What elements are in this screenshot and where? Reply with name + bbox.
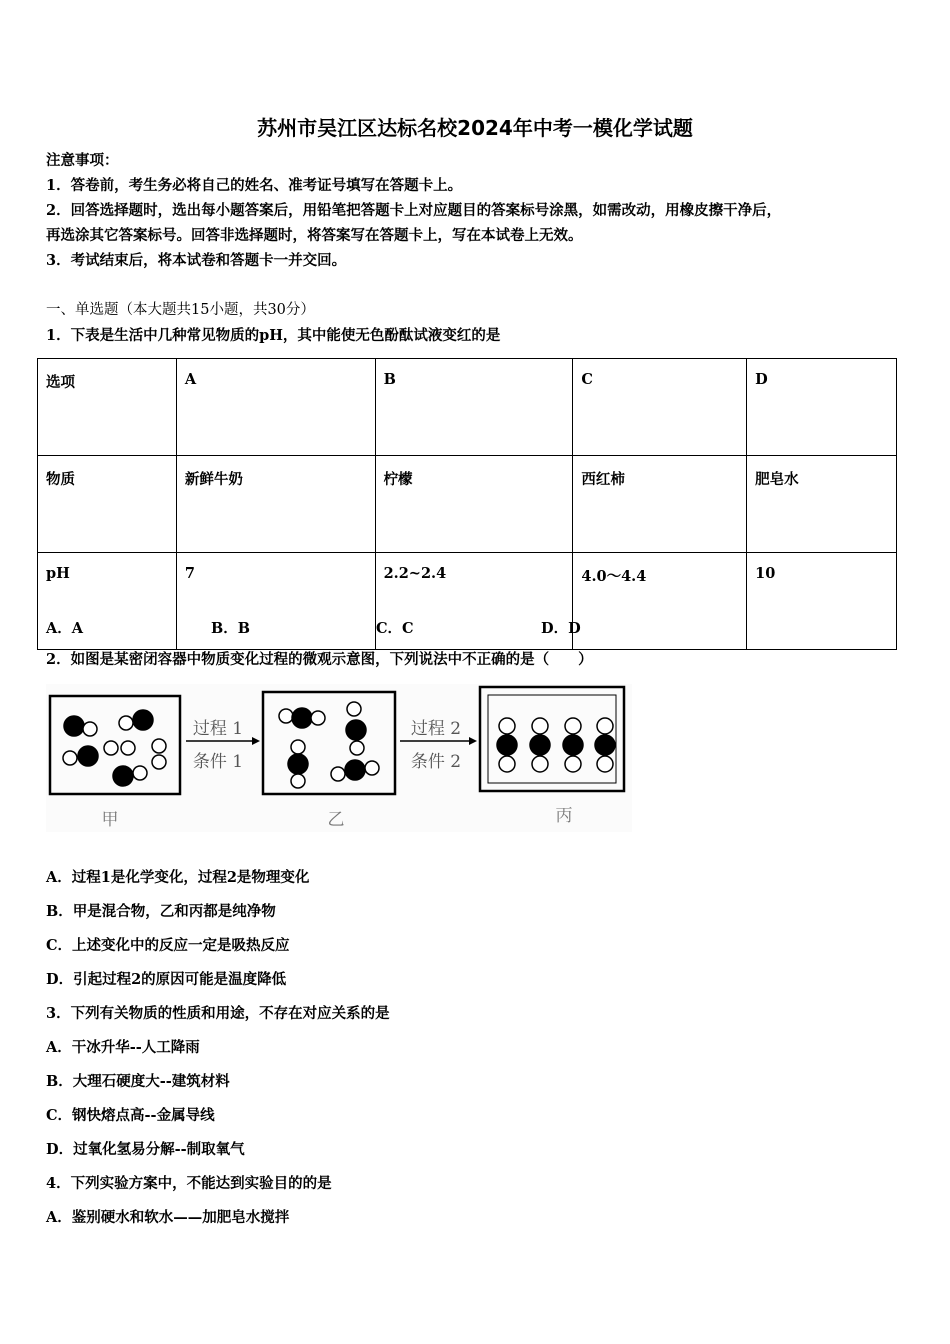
q3-option-d: D．过氧化氢易分解--制取氧气	[46, 1141, 245, 1158]
table-cell: 2.2~2.4	[375, 553, 573, 650]
table-cell: 4.0～4.4	[573, 553, 747, 650]
notice-item-3: 3．考试结束后，将本试卷和答题卡一并交回。	[46, 252, 347, 269]
table-cell: 柠檬	[375, 456, 573, 553]
table-cell: pH	[38, 553, 177, 650]
notice-item-1: 1．答卷前，考生务必将自己的姓名、准考证号填写在答题卡上。	[46, 177, 463, 194]
table-cell: 肥皂水	[747, 456, 897, 553]
molecule-diagram	[46, 684, 632, 832]
table-cell: 物质	[38, 456, 177, 553]
q3-option-b: B．大理石硬度大--建筑材料	[46, 1073, 230, 1090]
q1-option-b: B．B	[211, 620, 251, 637]
q3-stem: 3．下列有关物质的性质和用途，不存在对应关系的是	[46, 1005, 390, 1022]
table-cell: D	[747, 359, 897, 456]
process-1-label: 过程 1	[192, 719, 244, 739]
notice-heading: 注意事项：	[46, 152, 119, 169]
table-cell: C	[573, 359, 747, 456]
notice-item-2a: 2．回答选择题时，选出每小题答案后，用铅笔把答题卡上对应题目的答案标号涂黑，如需改动，用橡皮擦干净后，	[46, 202, 782, 219]
condition-1-label: 条件 1	[192, 752, 244, 772]
section-heading: 一、单选题（本大题共15小题，共30分）	[46, 302, 315, 318]
table-row	[38, 359, 897, 456]
process-2-label: 过程 2	[410, 719, 462, 739]
q1-option-a: A．A	[46, 620, 84, 637]
q2-stem: 2．如图是某密闭容器中物质变化过程的微观示意图，下列说法中不正确的是（ ）	[46, 651, 593, 668]
table-cell: 10	[747, 553, 897, 650]
table-cell: 选项	[38, 359, 177, 456]
table-cell: B	[375, 359, 573, 456]
page-title: 苏州市吴江区达标名校2024年中考一模化学试题	[257, 116, 693, 140]
table-cell: 7	[176, 553, 375, 650]
q2-option-d: D．引起过程2的原因可能是温度降低	[46, 971, 287, 988]
label-yi: 乙	[327, 810, 345, 830]
table-row	[38, 553, 897, 650]
q2-option-a: A．过程1是化学变化，过程2是物理变化	[46, 869, 310, 886]
q1-option-c: C．C	[376, 620, 414, 637]
label-jia: 甲	[101, 810, 119, 830]
ph-table	[37, 358, 897, 650]
notice-item-2b: 再选涂其它答案标号。回答非选择题时，将答案写在答题卡上，写在本试卷上无效。	[46, 227, 583, 244]
label-bing: 丙	[555, 806, 573, 826]
table-cell: A	[176, 359, 375, 456]
table-cell: 新鲜牛奶	[176, 456, 375, 553]
q1-stem: 1．下表是生活中几种常见物质的pH，其中能使无色酚酞试液变红的是	[46, 327, 501, 344]
condition-2-label: 条件 2	[410, 752, 462, 772]
q2-option-c: C．上述变化中的反应一定是吸热反应	[46, 937, 290, 954]
q3-option-a: A．干冰升华--人工降雨	[46, 1039, 200, 1056]
q4-stem: 4．下列实验方案中，不能达到实验目的的是	[46, 1175, 332, 1192]
table-row	[38, 456, 897, 553]
table-cell: 西红柿	[573, 456, 747, 553]
q4-option-a: A．鉴别硬水和软水——加肥皂水搅拌	[46, 1209, 290, 1226]
q2-option-b: B．甲是混合物，乙和丙都是纯净物	[46, 903, 276, 920]
q1-option-d: D．D	[541, 620, 581, 637]
q3-option-c: C．钢快熔点高--金属导线	[46, 1107, 215, 1124]
